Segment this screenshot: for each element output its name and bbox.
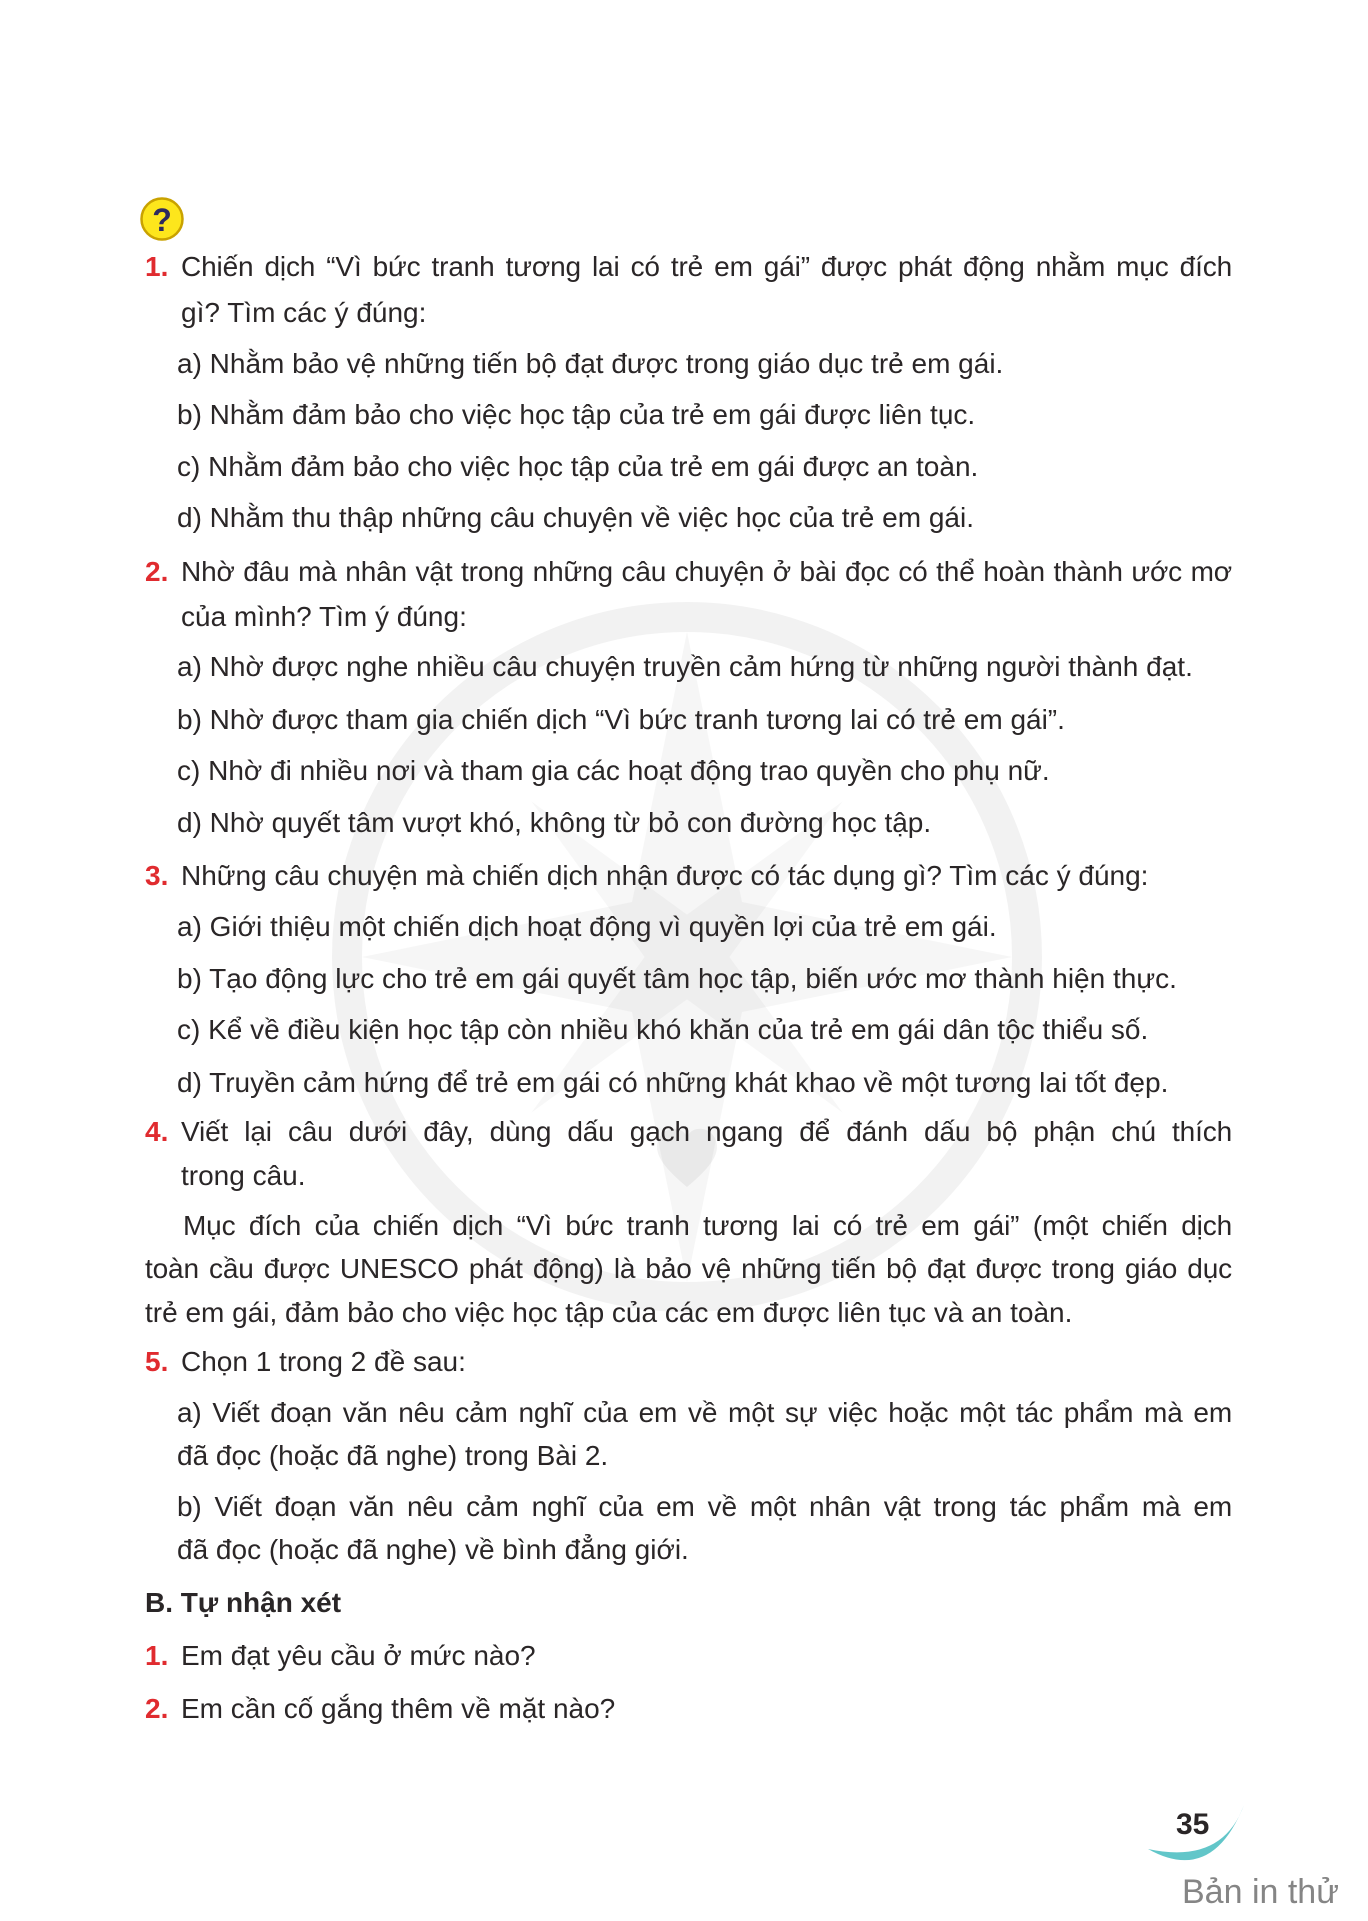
answer-option-a: a) Giới thiệu một chiến dịch hoạt động vì quyền lợi của trẻ em gái.	[177, 911, 997, 942]
question-text-line: Nhờ đâu mà nhân vật trong những câu chuyện ở bài đọc có thể hoàn thành ước mơ	[181, 556, 1232, 587]
answer-option-d: d) Truyền cảm hứng để trẻ em gái có những khát khao về một tương lai tốt đẹp.	[177, 1067, 1169, 1098]
answer-option-b: b) Tạo động lực cho trẻ em gái quyết tâm học tập, biến ước mơ thành hiện thực.	[177, 963, 1177, 994]
answer-option-a: a) Viết đoạn văn nêu cảm nghĩ của em về một sự việc hoặc một tác phẩm mà em	[177, 1397, 1232, 1428]
answer-option-a-continued: đã đọc (hoặc đã nghe) trong Bài 2.	[177, 1440, 609, 1471]
answer-option-c: c) Nhằm đảm bảo cho việc học tập của trẻ em gái được an toàn.	[177, 451, 979, 482]
question-number: 1.	[145, 251, 169, 282]
answer-option-c: c) Nhờ đi nhiều nơi và tham gia các hoạt động trao quyền cho phụ nữ.	[177, 755, 1050, 786]
answer-option-d: d) Nhằm thu thập những câu chuyện về việc học của trẻ em gái.	[177, 502, 974, 533]
section-heading: B. Tự nhận xét	[145, 1587, 342, 1618]
question-number: 2.	[145, 556, 169, 587]
passage-line: toàn cầu được UNESCO phát động) là bảo vệ những tiến bộ đạt được trong giáo dục	[145, 1253, 1232, 1284]
question-text-line: trong câu.	[181, 1160, 306, 1191]
passage-line: Mục đích của chiến dịch “Vì bức tranh tương lai có trẻ em gái” (một chiến dịch	[183, 1210, 1232, 1241]
review-item-text: Em đạt yêu cầu ở mức nào?	[181, 1640, 536, 1671]
question-text-line: Chiến dịch “Vì bức tranh tương lai có trẻ em gái” được phát động nhằm mục đích	[181, 251, 1232, 282]
question-icon-glyph: ?	[152, 202, 172, 238]
draft-label: Bản in thử	[1182, 1873, 1339, 1911]
answer-option-b-continued: đã đọc (hoặc đã nghe) về bình đẳng giới.	[177, 1534, 689, 1565]
question-text-line: gì? Tìm các ý đúng:	[181, 297, 427, 328]
answer-option-a: a) Nhằm bảo vệ những tiến bộ đạt được trong giáo dục trẻ em gái.	[177, 348, 1004, 379]
question-number: 4.	[145, 1116, 169, 1147]
answer-option-b: b) Viết đoạn văn nêu cảm nghĩ của em về một nhân vật trong tác phẩm mà em	[177, 1491, 1232, 1522]
question-text-line: Những câu chuyện mà chiến dịch nhận được có tác dụng gì? Tìm các ý đúng:	[181, 860, 1149, 891]
question-text-line: Viết lại câu dưới đây, dùng dấu gạch ngang để đánh dấu bộ phận chú thích	[181, 1116, 1232, 1147]
passage-line: trẻ em gái, đảm bảo cho việc học tập của các em được liên tục và an toàn.	[145, 1297, 1073, 1328]
answer-option-b: b) Nhằm đảm bảo cho việc học tập của trẻ em gái được liên tục.	[177, 399, 976, 430]
review-item-number: 2.	[145, 1693, 169, 1724]
question-mark-icon	[139, 196, 185, 242]
review-item-text: Em cần cố gắng thêm về mặt nào?	[181, 1693, 616, 1724]
question-number: 5.	[145, 1346, 169, 1377]
question-text-line: Chọn 1 trong 2 đề sau:	[181, 1346, 466, 1377]
answer-option-d: d) Nhờ quyết tâm vượt khó, không từ bỏ con đường học tập.	[177, 807, 932, 838]
review-item-number: 1.	[145, 1640, 169, 1671]
question-text-line: của mình? Tìm ý đúng:	[181, 601, 467, 632]
answer-option-c: c) Kể về điều kiện học tập còn nhiều khó khăn của trẻ em gái dân tộc thiểu số.	[177, 1014, 1149, 1045]
answer-option-b: b) Nhờ được tham gia chiến dịch “Vì bức tranh tương lai có trẻ em gái”.	[177, 704, 1065, 735]
question-number: 3.	[145, 860, 169, 891]
page-number: 35	[1176, 1808, 1210, 1841]
answer-option-a: a) Nhờ được nghe nhiều câu chuyện truyền cảm hứng từ những người thành đạt.	[177, 651, 1193, 682]
